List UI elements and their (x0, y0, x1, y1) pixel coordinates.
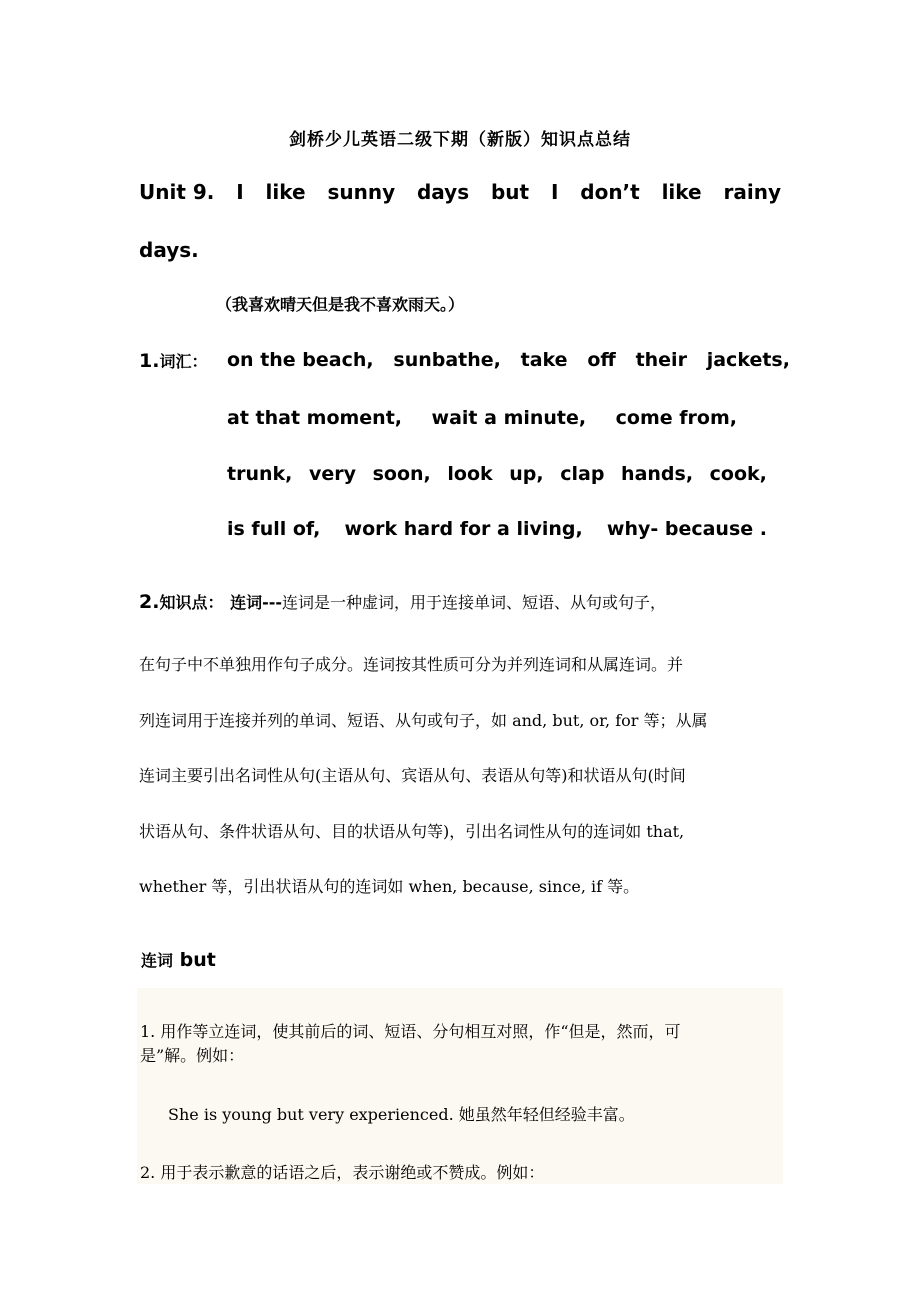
but-heading (141, 948, 216, 971)
vocab-item: take (520, 349, 568, 371)
unit-word: like (265, 180, 306, 204)
vocab-heading (139, 349, 207, 372)
vocab-item: hands, (621, 463, 694, 485)
vocab-item: up, (509, 463, 544, 485)
vocab-item: clap (560, 463, 605, 485)
unit-heading (139, 180, 781, 204)
vocab-line-3 (227, 463, 767, 485)
but-item-2: 2. 用于表示歉意的话语之后，表示谢绝或不赞成。例如： (140, 1163, 545, 1182)
vocab-item: why- because . (606, 518, 767, 540)
but-item-1-cont: 是”解。例如： (140, 1046, 245, 1065)
vocab-item: look (447, 463, 493, 485)
vocab-item: sunbathe, (393, 349, 501, 371)
knowledge-lead: 连词是一种虚词，用于连接单词、短语、从句或句子， (282, 593, 667, 612)
knowledge-line-5: whether 等，引出状语从句的连词如 when, because, since, if 等。 (139, 877, 640, 896)
knowledge-line-4: 状语从句、条件状语从句、目的状语从句等)，引出名词性从句的连词如 that, (139, 822, 685, 841)
but-item-1: 1. 用作等立连词，使其前后的词、短语、分句相互对照，作“但是，然而，可 (140, 1022, 681, 1041)
knowledge-line-2: 列连词用于连接并列的单词、短语、从句或句子，如 and, but, or, for 等；从属 (139, 711, 708, 730)
knowledge-number: 2. (139, 591, 160, 613)
knowledge-heading (139, 590, 666, 613)
vocab-label: 词汇： (159, 352, 208, 371)
knowledge-label: 知识点： (159, 593, 224, 612)
but-example-1: She is young but very experienced. 她虽然年轻但经验丰富。 (168, 1105, 635, 1124)
knowledge-line-1: 在句子中不单独用作句子成分。连词按其性质可分为并列连词和从属连词。并 (139, 655, 684, 674)
unit-translation: （我喜欢晴天但是我不喜欢雨天。） (216, 295, 465, 314)
unit-word: I (550, 180, 559, 204)
unit-word: don’t (580, 180, 640, 204)
unit-word: but (490, 180, 530, 204)
unit-word: rainy (723, 180, 781, 204)
document-title: 剑桥少儿英语二级下期（新版）知识点总结 (289, 130, 631, 150)
vocab-item: cook, (709, 463, 767, 485)
but-example-box (137, 988, 783, 1184)
vocab-item: is full of, (227, 518, 321, 540)
unit-word: sunny (327, 180, 396, 204)
vocab-number: 1. (139, 350, 160, 372)
vocab-line-4 (227, 518, 767, 540)
unit-word: I (236, 180, 244, 204)
unit-word: Unit 9. (139, 180, 215, 204)
vocab-item: their (635, 349, 687, 371)
vocab-item: on the beach, (227, 349, 374, 371)
vocab-item: come from, (615, 407, 737, 429)
but-heading-word: but (179, 949, 216, 971)
unit-word: days (416, 180, 470, 204)
unit-word: like (661, 180, 702, 204)
vocab-item: work hard for a living, (344, 518, 583, 540)
knowledge-term: 连词--- (230, 593, 283, 612)
vocab-item: off (587, 349, 616, 371)
knowledge-line-3: 连词主要引出名词性从句(主语从句、宾语从句、表语从句等)和状语从句(时间 (139, 766, 686, 785)
vocab-item: jackets, (706, 349, 790, 371)
vocab-item: trunk, (227, 463, 293, 485)
vocab-item: at that moment, (227, 407, 403, 429)
vocab-item: wait a minute, (431, 407, 587, 429)
vocab-item: soon, (372, 463, 431, 485)
vocab-line-1 (227, 349, 790, 371)
vocab-item: very (308, 463, 356, 485)
but-heading-label: 连词 (141, 951, 174, 970)
vocab-line-2 (227, 407, 737, 429)
unit-heading-wrap: days. (139, 238, 199, 262)
